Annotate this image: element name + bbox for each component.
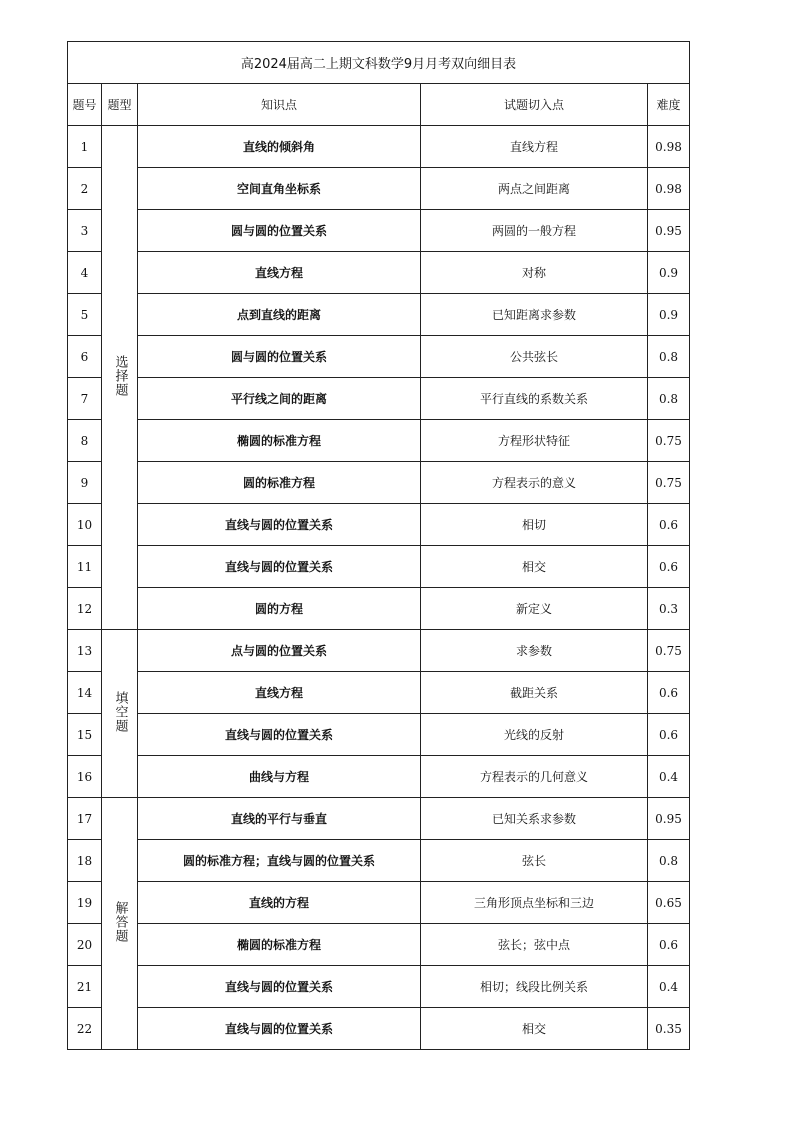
question-number: 20 <box>68 924 102 966</box>
difficulty-value: 0.98 <box>648 126 690 168</box>
knowledge-point: 平行线之间的距离 <box>138 378 421 420</box>
table-row <box>68 756 690 798</box>
knowledge-point: 点与圆的位置关系 <box>138 630 421 672</box>
table-row <box>68 1008 690 1050</box>
entry-point: 公共弦长 <box>421 336 648 378</box>
header-type: 题型 <box>102 84 138 126</box>
entry-point: 两圆的一般方程 <box>421 210 648 252</box>
table-row <box>68 798 690 840</box>
entry-point: 相交 <box>421 1008 648 1050</box>
knowledge-point: 圆的标准方程 <box>138 462 421 504</box>
spec-table <box>67 41 690 1050</box>
knowledge-point: 圆的方程 <box>138 588 421 630</box>
entry-point: 三角形顶点坐标和三边 <box>421 882 648 924</box>
header-entry: 试题切入点 <box>421 84 648 126</box>
difficulty-value: 0.98 <box>648 168 690 210</box>
table-row <box>68 714 690 756</box>
entry-point: 方程形状特征 <box>421 420 648 462</box>
difficulty-value: 0.95 <box>648 798 690 840</box>
header-difficulty: 难度 <box>648 84 690 126</box>
question-number: 5 <box>68 294 102 336</box>
table-title: 高2024届高二上期文科数学9月月考双向细目表 <box>68 42 690 84</box>
entry-point: 截距关系 <box>421 672 648 714</box>
table-row <box>68 378 690 420</box>
entry-point: 相交 <box>421 546 648 588</box>
question-number: 22 <box>68 1008 102 1050</box>
question-number: 4 <box>68 252 102 294</box>
table-row <box>68 294 690 336</box>
question-type-label: 填空题 <box>112 690 128 733</box>
knowledge-point: 椭圆的标准方程 <box>138 420 421 462</box>
entry-point: 相切 <box>421 504 648 546</box>
table-row <box>68 630 690 672</box>
question-number: 21 <box>68 966 102 1008</box>
difficulty-value: 0.6 <box>648 504 690 546</box>
question-number: 12 <box>68 588 102 630</box>
table-row <box>68 210 690 252</box>
table-row <box>68 966 690 1008</box>
question-number: 7 <box>68 378 102 420</box>
question-number: 17 <box>68 798 102 840</box>
knowledge-point: 曲线与方程 <box>138 756 421 798</box>
question-number: 11 <box>68 546 102 588</box>
knowledge-point: 直线的方程 <box>138 882 421 924</box>
title-row <box>68 42 690 84</box>
entry-point: 方程表示的意义 <box>421 462 648 504</box>
difficulty-value: 0.6 <box>648 924 690 966</box>
table-row <box>68 840 690 882</box>
difficulty-value: 0.95 <box>648 210 690 252</box>
difficulty-value: 0.6 <box>648 546 690 588</box>
entry-point: 直线方程 <box>421 126 648 168</box>
knowledge-point: 直线的倾斜角 <box>138 126 421 168</box>
knowledge-point: 直线与圆的位置关系 <box>138 546 421 588</box>
question-number: 3 <box>68 210 102 252</box>
entry-point: 相切；线段比例关系 <box>421 966 648 1008</box>
table-row <box>68 882 690 924</box>
difficulty-value: 0.8 <box>648 840 690 882</box>
knowledge-point: 直线的平行与垂直 <box>138 798 421 840</box>
knowledge-point: 直线与圆的位置关系 <box>138 504 421 546</box>
entry-point: 新定义 <box>421 588 648 630</box>
question-number: 1 <box>68 126 102 168</box>
question-type-cell <box>102 630 138 798</box>
entry-point: 平行直线的系数关系 <box>421 378 648 420</box>
entry-point: 两点之间距离 <box>421 168 648 210</box>
question-number: 8 <box>68 420 102 462</box>
difficulty-value: 0.3 <box>648 588 690 630</box>
knowledge-point: 椭圆的标准方程 <box>138 924 421 966</box>
knowledge-point: 圆的标准方程；直线与圆的位置关系 <box>138 840 421 882</box>
question-type-label: 选择题 <box>112 354 128 397</box>
question-type-cell <box>102 798 138 1050</box>
knowledge-point: 直线与圆的位置关系 <box>138 966 421 1008</box>
table-row <box>68 168 690 210</box>
difficulty-value: 0.75 <box>648 630 690 672</box>
table-row <box>68 462 690 504</box>
table-row <box>68 588 690 630</box>
difficulty-value: 0.9 <box>648 252 690 294</box>
question-number: 15 <box>68 714 102 756</box>
difficulty-value: 0.35 <box>648 1008 690 1050</box>
difficulty-value: 0.65 <box>648 882 690 924</box>
knowledge-point: 圆与圆的位置关系 <box>138 336 421 378</box>
entry-point: 求参数 <box>421 630 648 672</box>
difficulty-value: 0.6 <box>648 714 690 756</box>
question-number: 9 <box>68 462 102 504</box>
question-number: 2 <box>68 168 102 210</box>
header-row <box>68 84 690 126</box>
entry-point: 方程表示的几何意义 <box>421 756 648 798</box>
header-num: 题号 <box>68 84 102 126</box>
entry-point: 对称 <box>421 252 648 294</box>
table-row <box>68 924 690 966</box>
difficulty-value: 0.4 <box>648 966 690 1008</box>
entry-point: 已知距离求参数 <box>421 294 648 336</box>
table-row <box>68 126 690 168</box>
entry-point: 弦长；弦中点 <box>421 924 648 966</box>
knowledge-point: 圆与圆的位置关系 <box>138 210 421 252</box>
difficulty-value: 0.6 <box>648 672 690 714</box>
difficulty-value: 0.9 <box>648 294 690 336</box>
entry-point: 已知关系求参数 <box>421 798 648 840</box>
question-number: 13 <box>68 630 102 672</box>
question-number: 6 <box>68 336 102 378</box>
question-number: 16 <box>68 756 102 798</box>
knowledge-point: 空间直角坐标系 <box>138 168 421 210</box>
question-number: 10 <box>68 504 102 546</box>
exam-spec-sheet <box>67 41 690 1050</box>
question-type-cell <box>102 126 138 630</box>
difficulty-value: 0.75 <box>648 420 690 462</box>
table-row <box>68 420 690 462</box>
header-knowledge: 知识点 <box>138 84 421 126</box>
knowledge-point: 直线与圆的位置关系 <box>138 1008 421 1050</box>
question-number: 19 <box>68 882 102 924</box>
knowledge-point: 直线方程 <box>138 672 421 714</box>
difficulty-value: 0.8 <box>648 378 690 420</box>
knowledge-point: 点到直线的距离 <box>138 294 421 336</box>
table-row <box>68 252 690 294</box>
question-number: 18 <box>68 840 102 882</box>
difficulty-value: 0.8 <box>648 336 690 378</box>
entry-point: 弦长 <box>421 840 648 882</box>
question-number: 14 <box>68 672 102 714</box>
knowledge-point: 直线方程 <box>138 252 421 294</box>
difficulty-value: 0.75 <box>648 462 690 504</box>
table-row <box>68 504 690 546</box>
difficulty-value: 0.4 <box>648 756 690 798</box>
table-row <box>68 672 690 714</box>
question-type-label: 解答题 <box>112 900 128 943</box>
table-row <box>68 546 690 588</box>
knowledge-point: 直线与圆的位置关系 <box>138 714 421 756</box>
entry-point: 光线的反射 <box>421 714 648 756</box>
table-row <box>68 336 690 378</box>
